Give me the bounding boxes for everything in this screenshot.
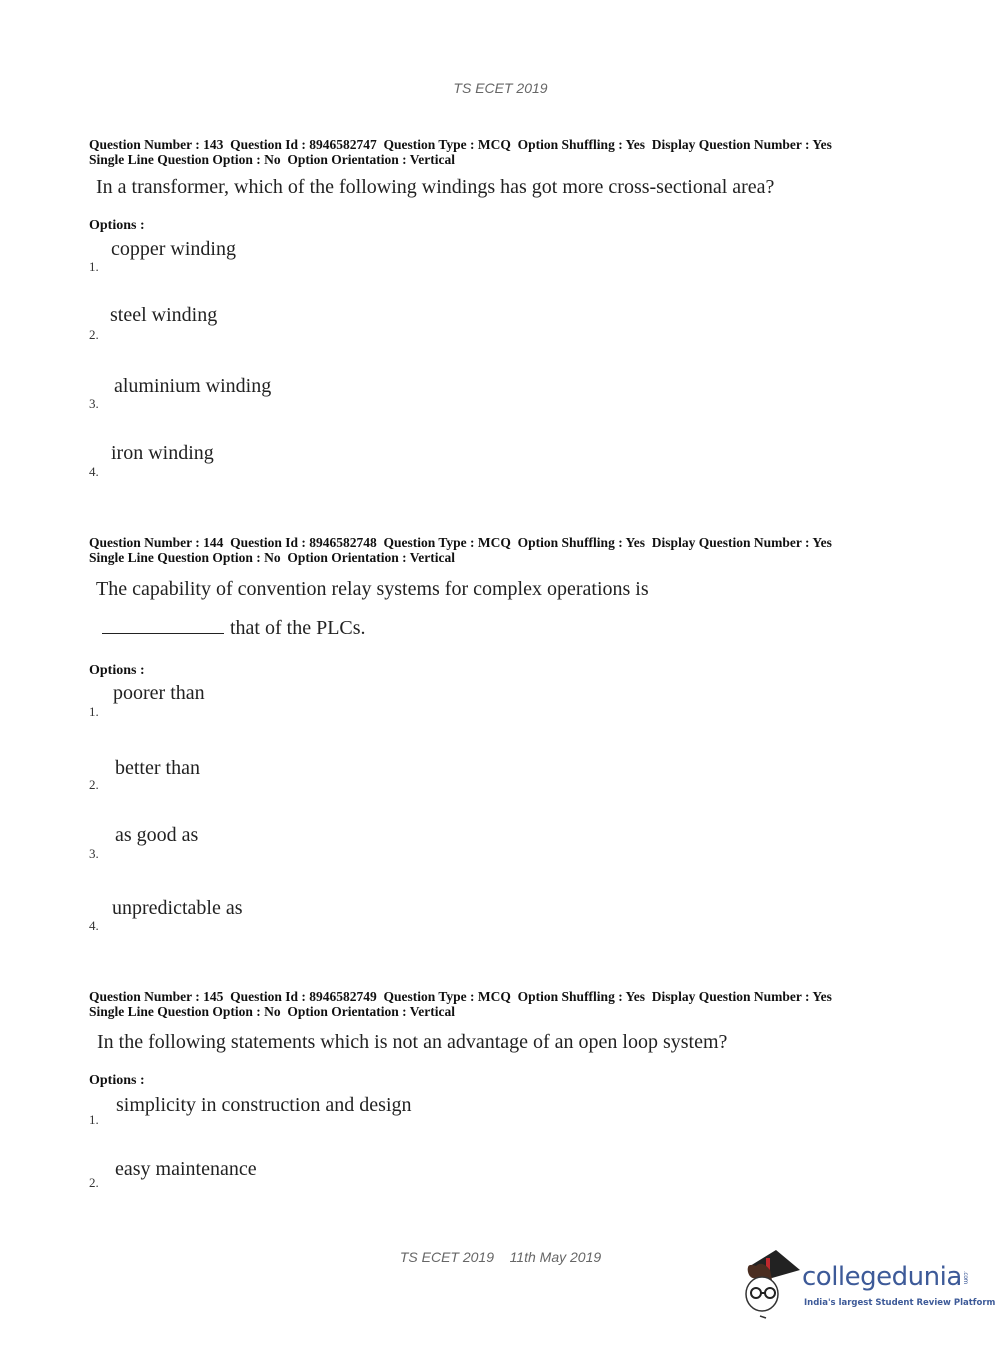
option-number: 4. [89,918,99,933]
option-number: 1. [89,1112,99,1127]
option-number: 1. [89,259,99,274]
option-text: copper winding [111,238,236,260]
option-text: steel winding [110,304,218,326]
option-number: 2. [89,327,99,342]
option-text: simplicity in construction and design [116,1094,412,1116]
fill-blank [102,633,224,634]
option-text: aluminium winding [114,375,272,397]
options-label: Options : [89,1073,145,1088]
option-number: 2. [89,777,99,792]
meta-line-2: Single Line Question Option : No Option Orientation : Vertical [89,1004,456,1019]
meta-line-1: Question Number : 144 Question Id : 8946582748 Question Type : MCQ Option Shuffling : Yes Display Question Number : Yes [89,535,832,550]
option-number: 2. [89,1175,99,1190]
question-meta [89,137,832,167]
meta-line-1: Question Number : 145 Question Id : 8946582749 Question Type : MCQ Option Shuffling : Yes Display Question Number : Yes [89,989,832,1004]
option-text: easy maintenance [115,1158,257,1180]
footer-date: 11th May 2019 [509,1249,602,1265]
question-meta [89,989,832,1019]
meta-line-1: Question Number : 143 Question Id : 8946582747 Question Type : MCQ Option Shuffling : Yes Display Question Number : Yes [89,137,832,152]
question-text: In the following statements which is not an advantage of an open loop system? [97,1031,728,1053]
mascot-icon [742,1248,802,1320]
question-text: The capability of convention relay systems for complex operations is [96,578,649,600]
option-number: 4. [89,464,99,479]
options-label: Options : [89,663,145,678]
logo-suffix: .com [961,1271,969,1284]
question-text: In a transformer, which of the following windings has got more cross-sectional area? [96,176,775,198]
logo-wordmark [802,1262,969,1292]
option-number: 1. [89,704,99,719]
meta-line-2: Single Line Question Option : No Option Orientation : Vertical [89,550,456,565]
option-number: 3. [89,396,99,411]
options-label: Options : [89,218,145,233]
option-text: as good as [115,824,199,846]
question-text-line-2 [102,617,366,640]
logo-name: collegedunia [802,1262,962,1292]
option-number: 3. [89,846,99,861]
logo-tagline: India's largest Student Review Platform [804,1298,996,1308]
question-text-continuation: that of the PLCs. [230,617,366,639]
question-meta [89,535,832,565]
meta-line-2: Single Line Question Option : No Option Orientation : Vertical [89,152,456,167]
footer-exam: TS ECET 2019 [399,1249,494,1265]
option-text: unpredictable as [112,897,243,919]
option-text: poorer than [113,682,205,704]
option-text: better than [115,757,200,779]
page-header: TS ECET 2019 [453,80,548,96]
option-text: iron winding [111,442,214,464]
collegedunia-logo [742,1248,996,1320]
